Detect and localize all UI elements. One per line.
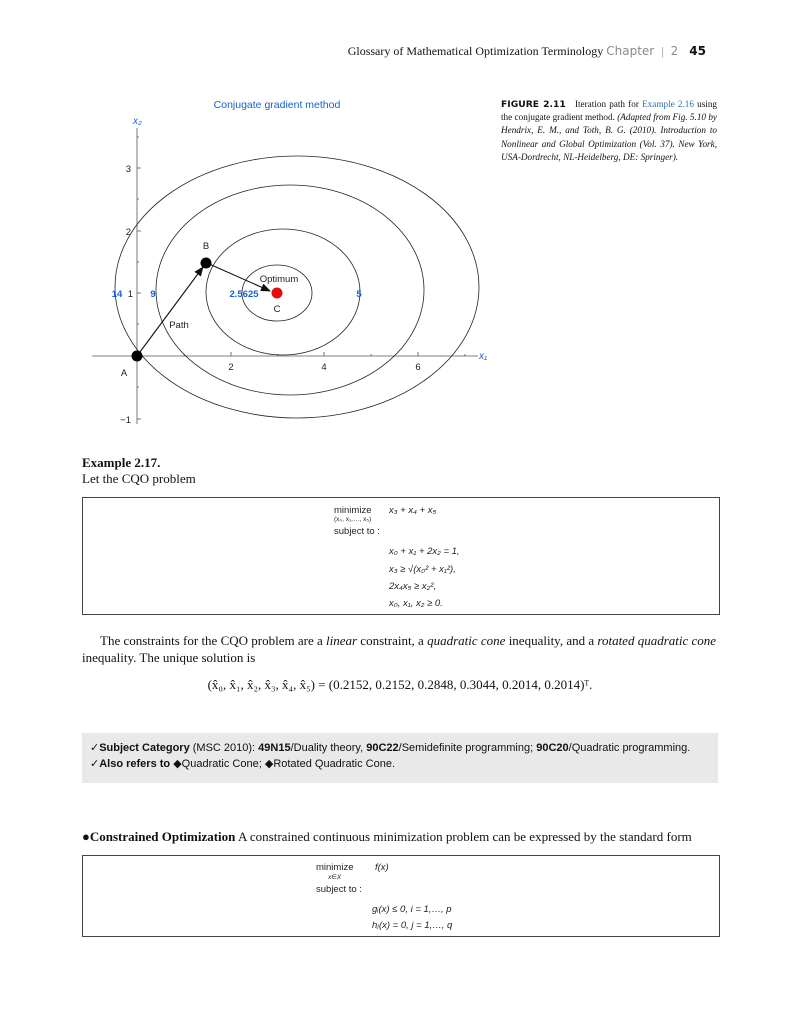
path-arrow-ab [137, 267, 203, 356]
cqo-vars: (x₀, x₁,…, x₅) [334, 516, 372, 523]
y-tick-2: 2 [125, 227, 131, 238]
x-tick-4: 4 [321, 362, 327, 373]
axis-x-label: x₁ [479, 351, 488, 362]
label-optimum: Optimum [259, 274, 299, 285]
ref-rotated-quadratic-cone[interactable]: Rotated Quadratic Cone. [273, 758, 395, 770]
contour-label-14: 14 [111, 289, 123, 300]
label-b: B [202, 241, 210, 252]
check-icon: ✓ [90, 758, 100, 770]
category-name-1: /Duality theory, [290, 742, 364, 754]
caption-text-1: Iteration path for [574, 99, 639, 109]
std-objective: f(x) [375, 862, 389, 873]
figure-title: Conjugate gradient method [213, 99, 341, 111]
category-name-2: /Semidefinite programming; [398, 742, 534, 754]
ref-quadratic-cone[interactable]: Quadratic Cone; [181, 758, 262, 770]
diamond-icon: ◆ [264, 758, 274, 770]
label-path: Path [169, 320, 189, 331]
example-intro: Let the CQO problem [82, 471, 196, 486]
cqo-constraint-3: 2x₄x₅ ≥ x₂², [389, 581, 437, 592]
y-tick-3: 3 [125, 164, 131, 175]
conjugate-gradient-figure [0, 0, 520, 440]
para-text-4: inequality. The unique solution is [82, 650, 256, 665]
category-code-3: 90C20 [536, 742, 569, 754]
contour-outer [115, 156, 479, 418]
subject-category-label: Subject Category [99, 742, 190, 754]
y-tick-neg1: −1 [120, 415, 131, 426]
label-c: C [273, 304, 281, 315]
diamond-icon: ◆ [173, 758, 182, 770]
caption-text-2: using the conjugate gradient method. [501, 99, 718, 123]
subject-category-box [82, 733, 718, 783]
header-chapter-num: 2 [670, 44, 679, 58]
y-tick-marks [137, 137, 141, 419]
solution-equation: (x̂₀, x̂₁, x̂₂, x̂₃, x̂₄, x̂₅) = (0.2152, 0.2152, 0.2848, 0.3044, 0.2014, 0.2014)ᵀ. [207, 677, 593, 692]
para-text-3: inequality, and a [508, 633, 595, 648]
x-tick-6: 6 [415, 362, 421, 373]
std-minimize: minimize [316, 862, 354, 873]
category-code-1: 49N15 [258, 742, 291, 754]
contour-3 [156, 185, 424, 395]
para-text-1: The constraints for the CQO problem are a [100, 633, 323, 648]
para-text-2: constraint, a [360, 633, 424, 648]
para-italic-3: rotated quadratic cone [597, 633, 717, 648]
bullet-icon: ● [82, 829, 90, 844]
standard-form-box [82, 855, 720, 937]
contour-label-2-5625: 2.5625 [229, 289, 259, 300]
point-a [132, 351, 143, 362]
para-italic-2: quadratic cone [427, 633, 506, 648]
body-paragraph [82, 632, 718, 666]
caption-label: FIGURE 2.11 [501, 99, 566, 110]
y-tick-1: 1 [127, 289, 133, 300]
header-chapter-label: Chapter [606, 44, 655, 58]
x-tick-marks [184, 352, 465, 356]
cqo-constraint-1: x₀ + x₁ + 2x₂ = 1, [389, 546, 460, 557]
figure-caption [501, 98, 717, 164]
category-code-2: 90C22 [366, 742, 399, 754]
cqo-minimize: minimize [334, 505, 372, 516]
page-number: 45 [689, 44, 706, 58]
contour-lines [115, 156, 479, 418]
msc-label: (MSC 2010): [192, 742, 256, 754]
subject-category-line [90, 741, 690, 754]
cqo-problem-box [82, 497, 720, 615]
label-a: A [120, 368, 128, 379]
std-constraint-1: gᵢ(x) ≤ 0, i = 1,…, p [372, 904, 452, 915]
cqo-constraint-4: x₀, x₁, x₂ ≥ 0. [389, 598, 443, 609]
example-title: Example 2.17. [82, 455, 161, 470]
point-c-optimum [272, 288, 283, 299]
contour-label-9: 9 [150, 289, 156, 300]
cqo-constraint-2: x₃ ≥ √(x₀² + x₁²), [389, 564, 456, 575]
cqo-objective: x₃ + x₄ + x₅ [389, 505, 437, 516]
category-name-3: /Quadratic programming. [568, 742, 691, 754]
glossary-entry [82, 829, 692, 845]
entry-term: Constrained Optimization [89, 829, 236, 844]
std-subject-to: subject to : [316, 884, 362, 895]
caption-source: (Adapted from Fig. 5.10 by Hendrix, E. M., and Toth, B. G. (2010). Introduction to Nonlinear and Global Optimization (Vol. 37). New York, USA-Dordrecht, NL-Heidelberg, DE: Springer). [501, 112, 717, 162]
also-refers-line [90, 757, 395, 770]
contour-label-5: 5 [356, 289, 362, 300]
para-italic-1: linear [325, 633, 358, 648]
header-separator: | [661, 44, 664, 58]
std-under: x∈X [328, 874, 342, 881]
caption-example-link[interactable]: Example 2.16 [642, 99, 694, 109]
also-refers-label: Also refers to [99, 758, 171, 770]
check-icon: ✓ [90, 742, 100, 754]
axis-y-label: x₂ [133, 116, 142, 127]
point-b [201, 258, 212, 269]
header-title: Glossary of Mathematical Optimization Terminology [347, 44, 604, 58]
entry-text: A constrained continuous minimization problem can be expressed by the standard form [237, 829, 692, 844]
cqo-subject-to: subject to : [334, 526, 380, 537]
x-tick-2: 2 [228, 362, 234, 373]
std-constraint-2: hⱼ(x) = 0, j = 1,…, q [372, 920, 453, 931]
